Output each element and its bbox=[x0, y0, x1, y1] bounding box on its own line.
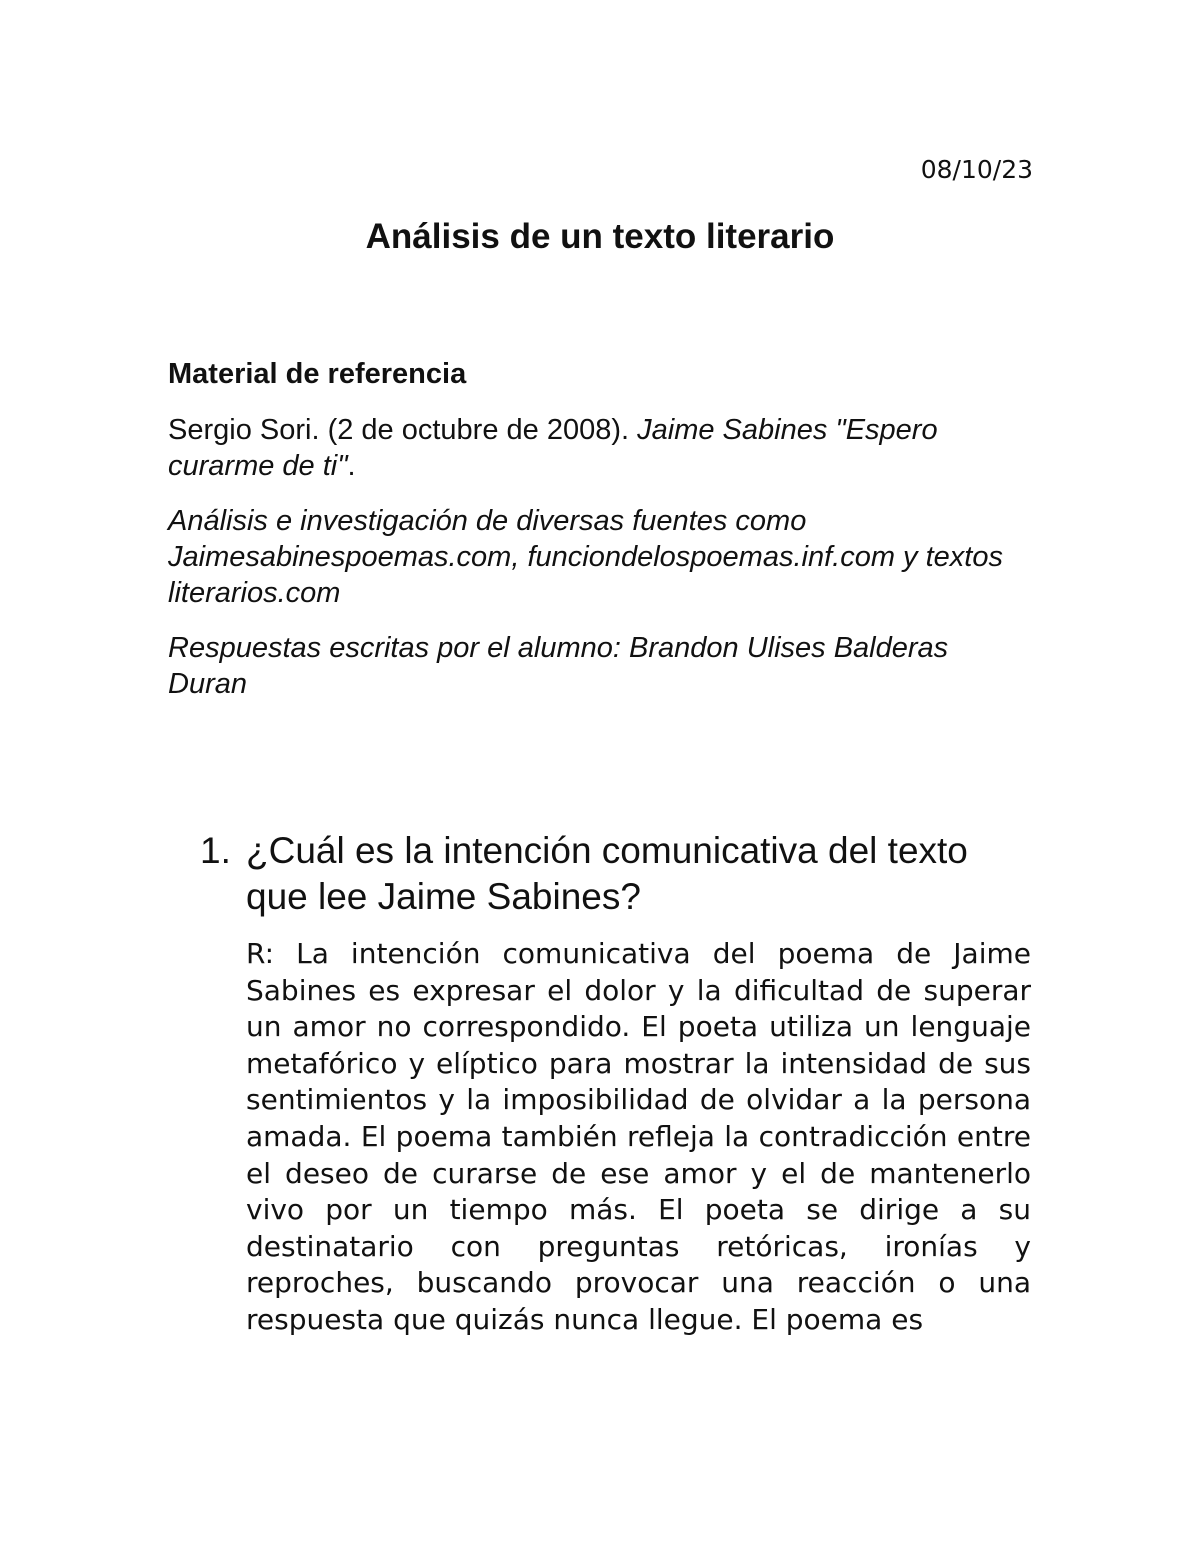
document-title: Análisis de un texto literario bbox=[365, 217, 835, 256]
answer-text: R: La intención comunicativa del poema de Jaime Sabines es expresar el dolor y la dificultad de superar un amor no correspondido. El poeta utiliza un lenguaje metafórico y elíptico para mostrar la intensidad de sus sentimientos y la imposibilidad de olvidar a la persona amada. El poema también refleja la contradicción entre el deseo de curarse de ese amor y el de mantenerlo vivo por un tiempo más. El poeta se dirige a su destinatario con preguntas retóricas, ironías y reproches, buscando provocar una reacción o una respuesta que quizás nunca llegue. El poema es bbox=[246, 937, 1031, 1336]
question-number: 1. bbox=[200, 830, 231, 871]
reference-sources: Análisis e investigación de diversas fuentes como Jaimesabinespoemas.com, funciondelospoemas.inf.com y textos literarios.com bbox=[168, 505, 1003, 609]
citation-period: . bbox=[347, 450, 356, 482]
reference-section bbox=[168, 356, 1028, 721]
document-date: 08/10/23 bbox=[920, 155, 1033, 184]
citation-author-date: Sergio Sori. (2 de octubre de 2008). bbox=[168, 414, 638, 446]
reference-heading: Material de referencia bbox=[168, 358, 467, 390]
reference-author-note: Respuestas escritas por el alumno: Brandon Ulises Balderas Duran bbox=[168, 632, 949, 700]
question-text: ¿Cuál es la intención comunicativa del texto que lee Jaime Sabines? bbox=[246, 830, 968, 917]
citation-work-title: Jaime Sabines "Espero curarme de ti" bbox=[168, 414, 938, 482]
reference-citation bbox=[168, 412, 1028, 484]
question-item bbox=[200, 828, 1030, 920]
